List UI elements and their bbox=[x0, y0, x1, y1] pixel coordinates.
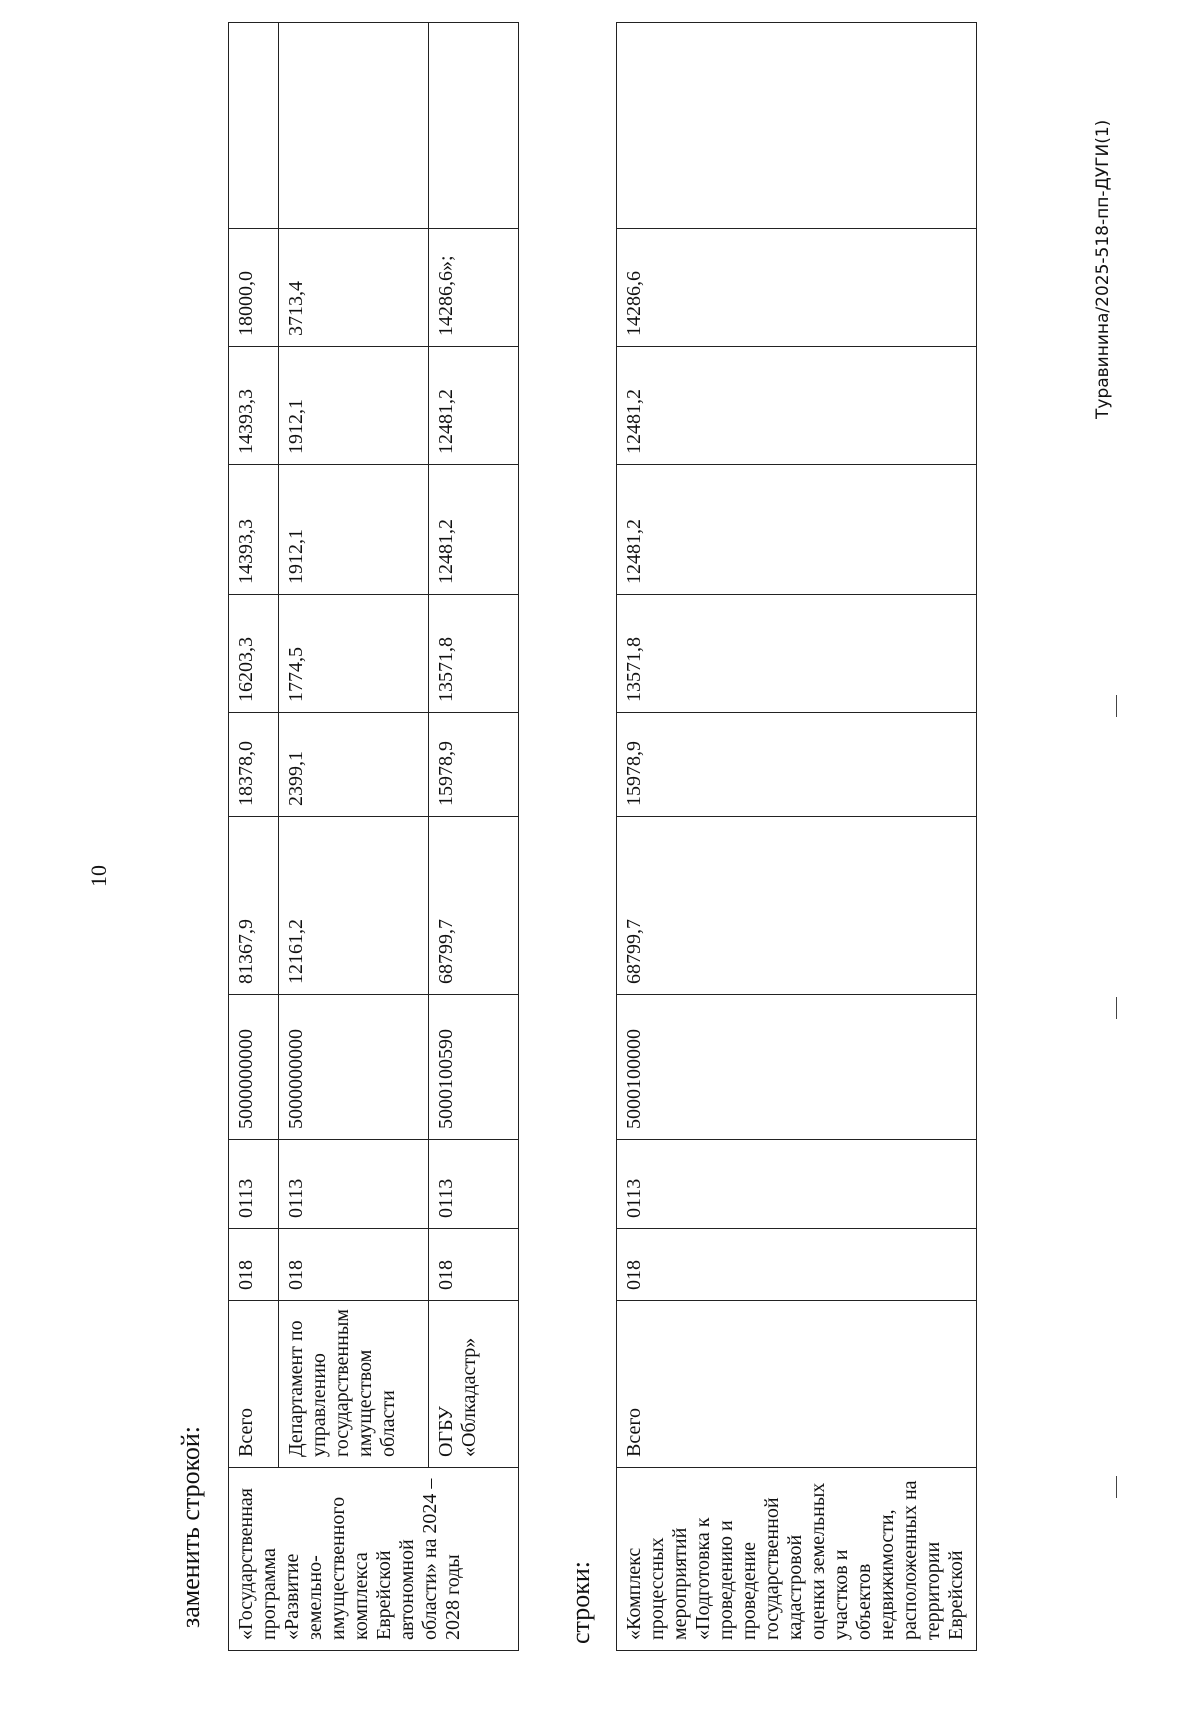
year-2024-cell: 15978,9 bbox=[617, 713, 977, 817]
executor-cell: Всего bbox=[229, 1301, 279, 1468]
blank-cell bbox=[429, 23, 519, 229]
executor-cell: Всего bbox=[617, 1301, 977, 1468]
blank-cell bbox=[617, 23, 977, 229]
year-2024-cell: 2399,1 bbox=[279, 713, 429, 817]
rows-heading: строки: bbox=[566, 1561, 595, 1644]
rzpr-cell: 0113 bbox=[617, 1140, 977, 1229]
margin-tick bbox=[1116, 695, 1117, 717]
rzpr-cell: 0113 bbox=[229, 1140, 279, 1229]
year-2025-cell: 13571,8 bbox=[617, 595, 977, 713]
table-row bbox=[229, 23, 279, 1651]
blank-cell bbox=[279, 23, 429, 229]
total-cell: 81367,9 bbox=[229, 817, 279, 995]
rzpr-cell: 0113 bbox=[429, 1140, 519, 1229]
year-2027-cell: 1912,1 bbox=[279, 347, 429, 465]
table-row bbox=[279, 23, 429, 1651]
total-cell: 68799,7 bbox=[617, 817, 977, 995]
rzpr-cell: 0113 bbox=[279, 1140, 429, 1229]
table-row bbox=[617, 23, 977, 1651]
rows-table bbox=[616, 22, 977, 1651]
year-2024-cell: 15978,9 bbox=[429, 713, 519, 817]
program-name-cell: «Государственная программа «Развитие земельно-имущественного комплекса Еврейской автономной области» на 2024 – 2028 годы bbox=[229, 1468, 519, 1651]
year-2025-cell: 13571,8 bbox=[429, 595, 519, 713]
grbs-cell: 018 bbox=[229, 1229, 279, 1301]
year-2028-cell: 18000,0 bbox=[229, 229, 279, 347]
year-2028-cell: 3713,4 bbox=[279, 229, 429, 347]
year-2028-cell: 14286,6»; bbox=[429, 229, 519, 347]
total-cell: 68799,7 bbox=[429, 817, 519, 995]
total-cell: 12161,2 bbox=[279, 817, 429, 995]
year-2028-cell: 14286,6 bbox=[617, 229, 977, 347]
replace-with-row-heading: заменить строкой: bbox=[176, 1425, 205, 1628]
year-2026-cell: 1912,1 bbox=[279, 465, 429, 595]
year-2027-cell: 12481,2 bbox=[429, 347, 519, 465]
year-2027-cell: 12481,2 bbox=[617, 347, 977, 465]
year-2026-cell: 12481,2 bbox=[429, 465, 519, 595]
csr-cell: 5000000000 bbox=[229, 995, 279, 1140]
csr-cell: 5000100000 bbox=[617, 995, 977, 1140]
year-2026-cell: 14393,3 bbox=[229, 465, 279, 595]
blank-cell bbox=[229, 23, 279, 229]
program-name-cell: «Комплекс процессных мероприятий «Подготовка к проведению и проведение государственной кадастровой оценки земельных участков и объектов недвижимости, расположенных на территории Еврейской bbox=[617, 1468, 977, 1651]
executor-cell: ОГБУ «Облкадастр» bbox=[429, 1301, 519, 1468]
year-2024-cell: 18378,0 bbox=[229, 713, 279, 817]
grbs-cell: 018 bbox=[279, 1229, 429, 1301]
page-number: 10 bbox=[86, 865, 111, 887]
grbs-cell: 018 bbox=[429, 1229, 519, 1301]
grbs-cell: 018 bbox=[617, 1229, 977, 1301]
replacement-table bbox=[228, 22, 519, 1651]
year-2026-cell: 12481,2 bbox=[617, 465, 977, 595]
year-2025-cell: 16203,3 bbox=[229, 595, 279, 713]
executor-cell: Департамент по управлению государственным имуществом области bbox=[279, 1301, 429, 1468]
margin-tick bbox=[1116, 1476, 1117, 1498]
year-2027-cell: 14393,3 bbox=[229, 347, 279, 465]
margin-tick bbox=[1116, 997, 1117, 1019]
csr-cell: 5000000000 bbox=[279, 995, 429, 1140]
table-row bbox=[429, 23, 519, 1651]
csr-cell: 5000100590 bbox=[429, 995, 519, 1140]
document-footer: Туравинина/2025-518-пп-ДУГИ(1) bbox=[1093, 119, 1113, 419]
year-2025-cell: 1774,5 bbox=[279, 595, 429, 713]
